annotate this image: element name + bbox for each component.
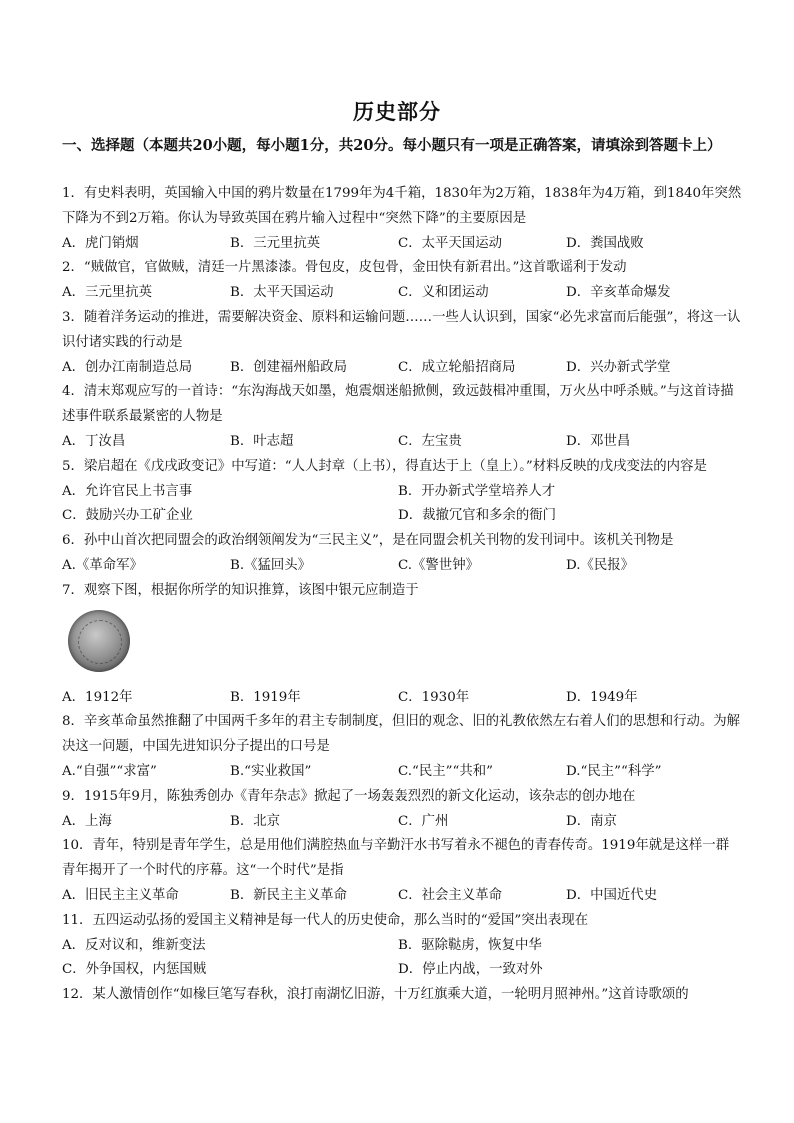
option-d: D.《民报》 (566, 557, 635, 573)
option-c: C．外争国权，内惩国贼 (62, 962, 207, 978)
option-c: C．义和团运动 (398, 285, 489, 301)
question-stem: 7．观察下图，根据你所学的知识推算，该图中银元应制造于 (62, 582, 419, 598)
question-12 (62, 983, 742, 1008)
option-grid (62, 934, 742, 984)
option-c: C．社会主义革命 (398, 887, 502, 903)
option-b: B．创建福州船政局 (230, 359, 347, 375)
figure (62, 604, 742, 686)
option-d: D．南京 (566, 813, 617, 829)
option-row (62, 760, 742, 785)
option-b: B．新民主主义革命 (230, 887, 347, 903)
question-stem: 8．辛亥革命虽然推翻了中国两千多年的君主专制制度，但旧的观念、旧的礼教依然左右着人们的思想和行动。为解决这一问题，中国先进知识分子提出的口号是 (62, 714, 741, 755)
question-stem: 2．“贼做官，官做贼，清廷一片黑漆漆。骨包皮，皮包骨，金田快有新君出。”这首歌谣利于发动 (62, 260, 627, 276)
question-1 (62, 182, 742, 256)
option-d: D.“民主”“科学” (566, 763, 662, 779)
option-row (62, 232, 742, 257)
option-row (62, 686, 742, 711)
question-11 (62, 909, 742, 983)
option-b: B．驱除鞑虏，恢复中华 (398, 937, 542, 953)
option-d: D．辛亥革命爆发 (566, 285, 671, 301)
question-list (62, 182, 742, 1008)
question-stem: 1．有史料表明，英国输入中国的鸦片数量在1799年为4千箱，1830年为2万箱，1838年为4万箱，到1840年突然下降为不到2万箱。你认为导致英国在鸦片输入过程中“突然下降”的主要原因是 (62, 186, 742, 226)
option-a: A.《革命军》 (62, 557, 143, 573)
option-b: B．三元里抗英 (230, 235, 321, 251)
option-c: C．广州 (398, 813, 449, 829)
question-9 (62, 785, 742, 835)
option-a: A．反对议和，维新变法 (62, 937, 206, 953)
question-5 (62, 455, 742, 529)
option-row (62, 884, 742, 909)
option-c: C．鼓励兴办工矿企业 (62, 508, 193, 524)
question-stem: 6．孙中山首次把同盟会的政治纲领阐发为“三民主义”，是在同盟会机关刊物的发刊词中。该机关刊物是 (62, 533, 674, 549)
question-stem: 11．五四运动弘扬的爱国主义精神是每一代人的历史使命，那么当时的“爱国”突出表现在 (62, 912, 589, 928)
option-grid (62, 480, 742, 530)
option-d: D．裁撤冗官和多余的衙门 (398, 508, 557, 524)
question-stem: 9．1915年9月，陈独秀创办《青年杂志》掀起了一场轰轰烈烈的新文化运动，该杂志的创办地在 (62, 788, 636, 804)
option-row (62, 554, 742, 579)
option-a: A.“自强”“求富” (62, 763, 157, 779)
option-b: B．开办新式学堂培养人才 (398, 483, 556, 499)
option-a: A．允许官民上书言事 (62, 483, 193, 499)
question-stem: 12．某人激情创作“如椽巨笔写春秋，浪打南湖忆旧游，十万红旗乘大道，一轮明月照神州。”这首诗歌颂的 (62, 987, 689, 1003)
question-stem: 4．清末郑观应写的一首诗：“东沟海战天如墨，炮震烟迷船掀侧，致远鼓楫冲重围，万火丛中呼杀贼。”与这首诗描述事件联系最紧密的人物是 (62, 384, 734, 425)
option-a: A．三元里抗英 (62, 285, 153, 301)
option-d: D．邓世昌 (566, 433, 631, 449)
option-c: C．太平天国运动 (398, 235, 502, 251)
option-b: B．太平天国运动 (230, 285, 334, 301)
option-b: B．1919年 (230, 689, 301, 705)
question-10 (62, 834, 742, 908)
option-b: B.“实业救国” (230, 763, 312, 779)
question-stem: 3．随着洋务运动的推进，需要解决资金、原料和运输问题……一些人认识到，国家“必先求富而后能强”，将这一认识付诸实践的行动是 (62, 309, 741, 350)
option-d: D．中国近代史 (566, 887, 658, 903)
question-stem: 10．青年，特别是青年学生，总是用他们满腔热血与辛勤汗水书写着永不褪色的青春传奇。1919年就是这样一群青年揭开了一个时代的序幕。这“一个时代”是指 (62, 838, 730, 879)
option-a: A．虎门销烟 (62, 235, 139, 251)
option-b: B.《猛回头》 (230, 557, 312, 573)
option-row (62, 430, 742, 455)
question-3 (62, 306, 742, 380)
option-d: D．粪国战败 (566, 235, 644, 251)
option-row (62, 281, 742, 306)
section-heading: 一、选择题（本题共20小题，每小题1分，共20分。每小题只有一项是正确答案，请填涂到答题卡上） (62, 137, 722, 154)
page-title: 历史部分 (353, 99, 441, 124)
option-d: D．停止内战，一致对外 (398, 962, 543, 978)
question-stem: 5．梁启超在《戊戌政变记》中写道：“人人封章（上书），得直达于上（皇上）。”材料反映的戊戌变法的内容是 (62, 458, 707, 474)
option-a: A．上海 (62, 813, 112, 829)
silver-coin-image (68, 610, 130, 672)
option-a: A．1912年 (62, 689, 133, 705)
option-c: C．成立轮船招商局 (398, 359, 516, 375)
option-b: B．北京 (230, 813, 281, 829)
option-a: A．创办江南制造总局 (62, 359, 193, 375)
option-c: C．左宝贵 (398, 433, 462, 449)
option-d: D．1949年 (566, 689, 638, 705)
question-4 (62, 380, 742, 454)
option-row (62, 810, 742, 835)
question-2 (62, 256, 742, 306)
option-b: B．叶志超 (230, 433, 294, 449)
option-d: D．兴办新式学堂 (566, 359, 671, 375)
option-c: C.“民主”“共和” (398, 763, 493, 779)
option-c: C.《警世钟》 (398, 557, 479, 573)
question-6 (62, 529, 742, 579)
option-row (62, 356, 742, 381)
question-7 (62, 579, 742, 711)
option-c: C．1930年 (398, 689, 470, 705)
option-a: A．丁汝昌 (62, 433, 126, 449)
question-8 (62, 710, 742, 784)
option-a: A．旧民主主义革命 (62, 887, 179, 903)
